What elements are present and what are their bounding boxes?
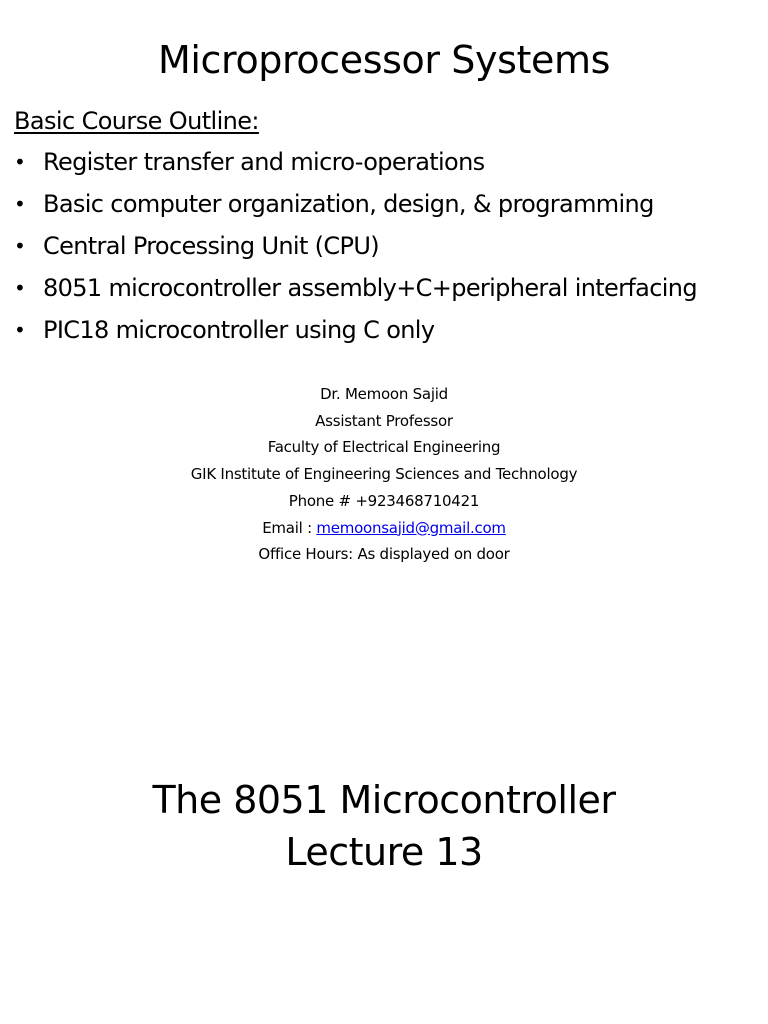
email-label: Email : [262,518,317,537]
outline-item [14,314,697,356]
phone-number: Phone # +923468710421 [288,491,480,510]
course-outline-heading: Basic Course Outline: [14,107,259,135]
outline-item-text: Central Processing Unit (CPU) [43,232,379,260]
faculty-name: Faculty of Electrical Engineering [267,438,501,457]
instructor-name: Dr. Memoon Sajid [320,385,448,403]
email-line [0,515,768,542]
outline-item-text: PIC18 microcontroller using C only [43,316,435,344]
institute-name: GIK Institute of Engineering Sciences and Technology [190,465,578,484]
bullet-dot-icon: • [14,150,26,174]
outline-item-text: 8051 microcontroller assembly+C+peripheral interfacing [43,274,697,302]
bullet-dot-icon: • [14,318,26,342]
outline-item [14,272,697,314]
outline-item-text: Register transfer and micro-operations [43,148,485,176]
office-hours: Office Hours: As displayed on door [258,545,510,564]
bullet-dot-icon: • [14,234,26,258]
page-title: Microprocessor Systems [158,38,610,82]
lecture-title [0,774,768,878]
outline-item [14,230,697,272]
bullet-dot-icon: • [14,276,26,300]
outline-item-text: Basic computer organization, design, & programming [43,190,654,218]
lecture-title-line-2: Lecture 13 [285,830,483,874]
course-outline-list [14,146,697,356]
outline-item [14,188,697,230]
email-link[interactable]: memoonsajid@gmail.com [316,518,506,537]
instructor-contact-block [0,381,768,568]
instructor-position: Assistant Professor [315,411,453,430]
outline-item [14,146,697,188]
lecture-title-line-1: The 8051 Microcontroller [152,778,616,822]
bullet-dot-icon: • [14,192,26,216]
